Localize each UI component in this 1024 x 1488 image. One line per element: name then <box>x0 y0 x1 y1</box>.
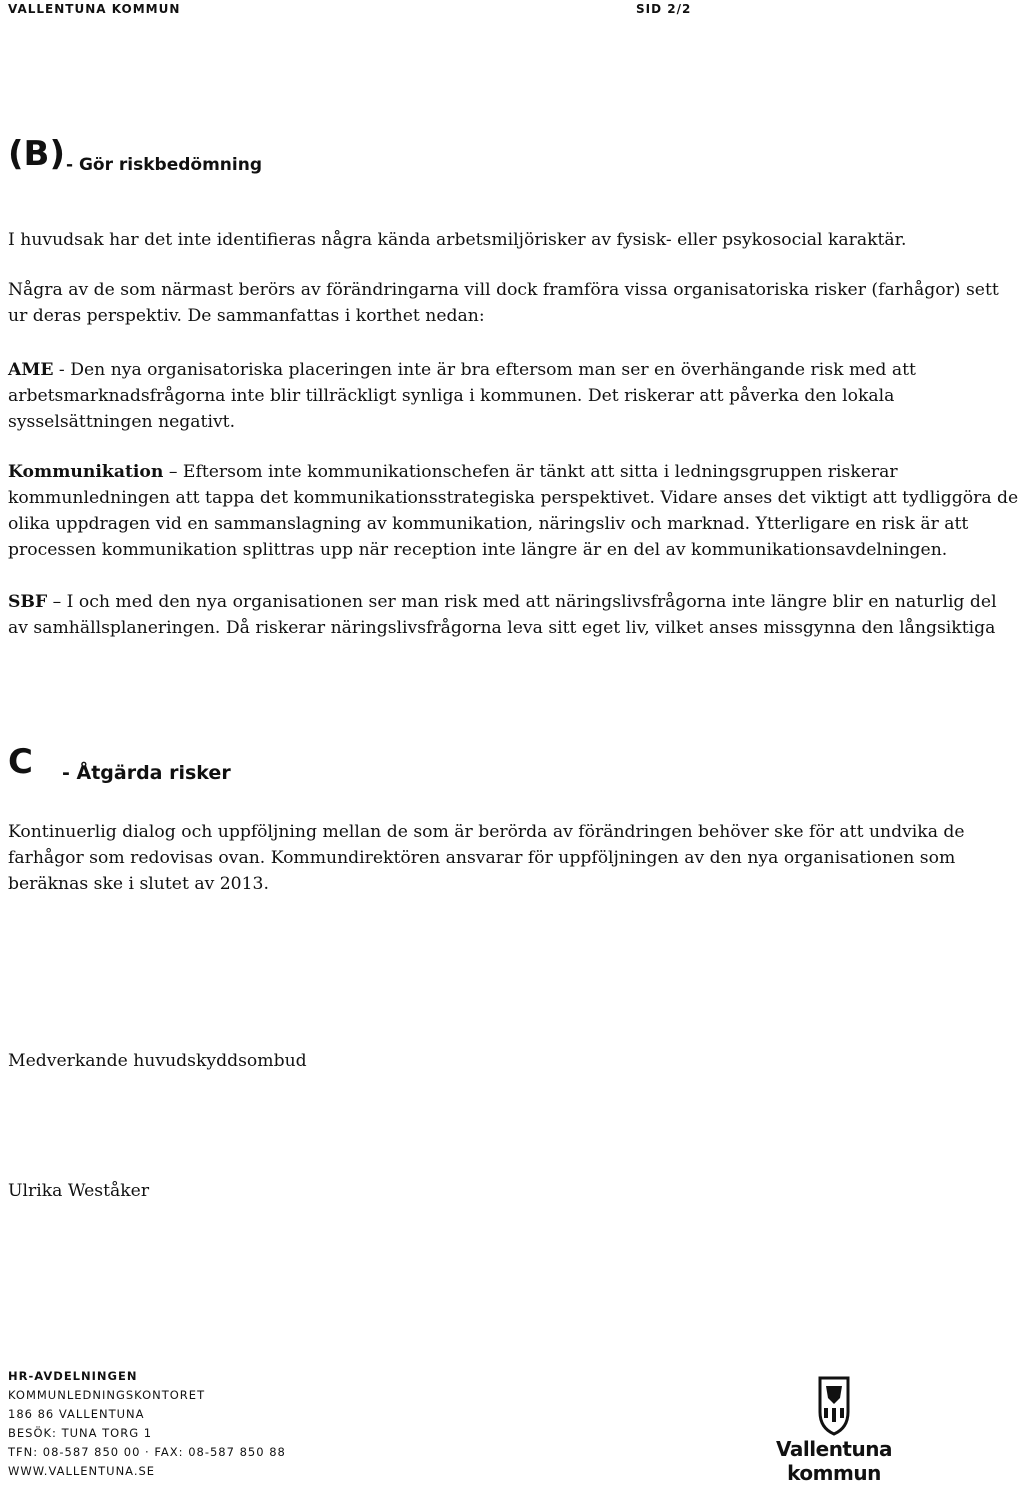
coat-of-arms-icon <box>806 1376 862 1438</box>
footer-department: HR-AVDELNINGEN <box>8 1369 138 1383</box>
section-c-paragraph: Kontinuerlig dialog och uppföljning mellan de som är berörda av förändringen behöver ske för att undvika de farhågor som redovisas ovan. Kommundirektören ansvarar för uppföljningen av den nya organisationen som beräknas ske i slutet av 2013. <box>8 822 965 894</box>
footer-office: KOMMUNLEDNINGSKONTORET <box>8 1388 206 1402</box>
risk-kommunikation <box>8 459 1020 563</box>
risk-ame <box>8 357 1020 435</box>
risk-sbf-label: SBF <box>8 592 48 612</box>
footer-visit: BESÖK: TUNA TORG 1 <box>8 1426 153 1440</box>
footer-address <box>8 1367 286 1481</box>
risk-ame-label: AME <box>8 360 54 380</box>
header-page-number: SID 2/2 <box>636 2 692 16</box>
risk-kommunikation-label: Kommunikation <box>8 462 164 482</box>
signature-role: Medverkande huvudskyddsombud <box>8 1051 307 1071</box>
header-org: VALLENTUNA KOMMUN <box>8 2 181 16</box>
section-b-paragraph-1: I huvudsak har det inte identifieras några kända arbetsmiljörisker av fysisk- eller psykosocial karaktär. <box>8 230 907 250</box>
logo-line-2: kommun <box>787 1461 881 1485</box>
logo-wordmark <box>754 1437 914 1485</box>
risk-sbf <box>8 589 1020 641</box>
footer-phone: TFN: 08-587 850 00 · FAX: 08-587 850 88 <box>8 1445 286 1459</box>
footer-postal: 186 86 VALLENTUNA <box>8 1407 145 1421</box>
footer-web: WWW.VALLENTUNA.SE <box>8 1464 156 1478</box>
risk-kommunikation-text: – Eftersom inte kommunikationschefen är tänkt att sitta i ledningsgruppen riskerar kommunledningen att tappa det kommunikationsstrategiska perspektivet. Vidare anses det viktigt att tydliggöra de olika uppdragen vid en sammanslagning av kommunikation, näringsliv och marknad. Ytterligare en risk är att processen kommunikation splittras upp när reception inte längre är en del av kommunikationsavdelningen. <box>8 462 1019 560</box>
risk-sbf-text: – I och med den nya organisationen ser man risk med att näringslivsfrågorna inte längre blir en naturlig del av samhällsplaneringen. Då riskerar näringslivsfrågorna leva sitt eget liv, vilket anses missgynna den långsiktiga <box>8 592 997 638</box>
section-b-title: - Gör riskbedömning <box>66 155 263 175</box>
section-c-letter: C <box>8 742 33 782</box>
logo-line-1: Vallentuna <box>776 1437 892 1461</box>
section-b-paragraph-2: Några av de som närmast berörs av förändringarna vill dock framföra vissa organisatoriska risker (farhågor) sett ur deras perspektiv. De sammanfattas i korthet nedan: <box>8 280 999 326</box>
signature-name: Ulrika Weståker <box>8 1181 150 1201</box>
section-c-title: - Åtgärda risker <box>62 762 231 784</box>
risk-ame-text: - Den nya organisatoriska placeringen inte är bra eftersom man ser en överhängande risk med att arbetsmarknadsfrågorna inte blir tillräckligt synliga i kommunen. Det riskerar att påverka den lokala sysselsättningen negativt. <box>8 360 916 432</box>
section-b-letter: (B) <box>8 134 65 174</box>
